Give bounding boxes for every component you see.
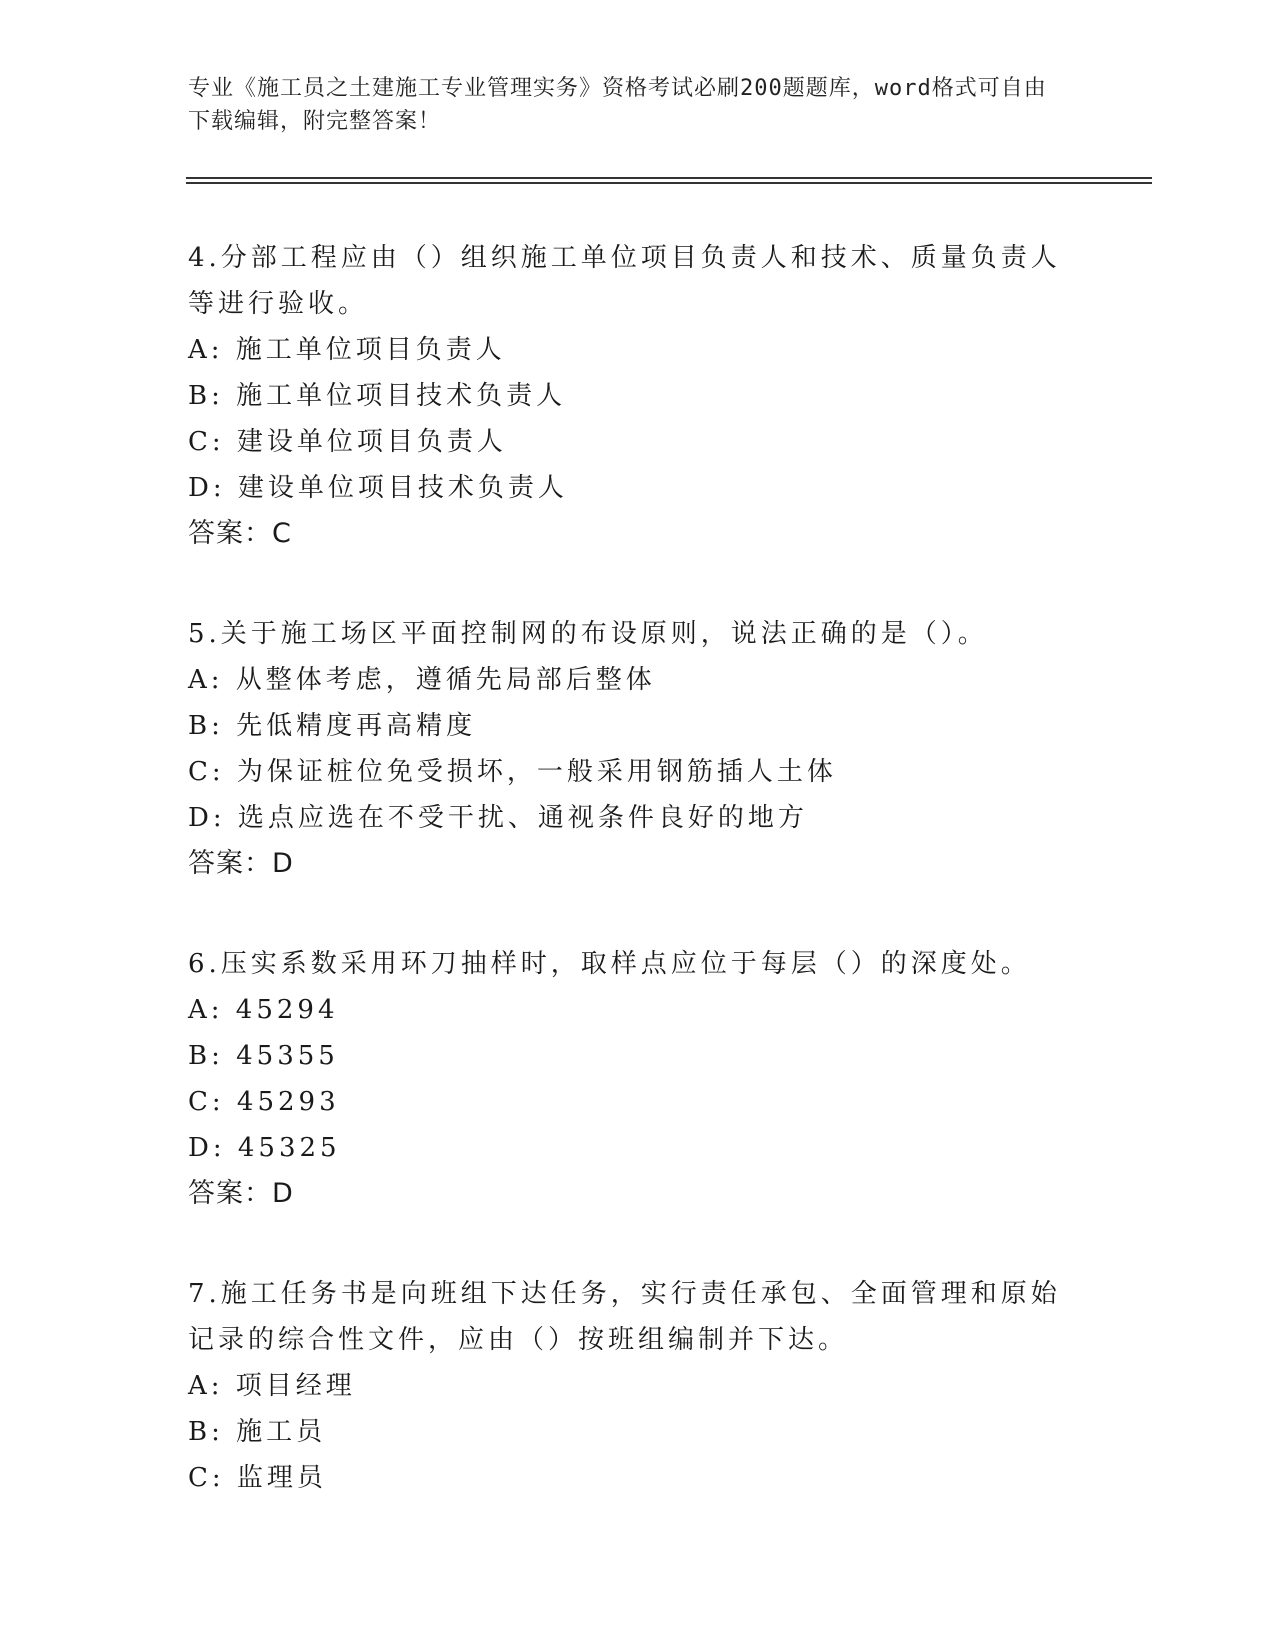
option-a: A: 施工单位项目负责人: [188, 335, 506, 365]
option-d: D: 建设单位项目技术负责人: [188, 473, 568, 503]
question-stem: 7.施工任务书是向班组下达任务，实行责任承包、全面管理和原始记录的综合性文件，应由（）按班组编制并下达。: [188, 1279, 1061, 1355]
document-header: 专业《施工员之土建施工专业管理实务》资格考试必刷200题题库，word格式可自由下载编辑，附完整答案！: [188, 76, 1047, 134]
option-d: D: 45325: [188, 1133, 341, 1163]
option-c: C: 建设单位项目负责人: [188, 427, 507, 457]
option-b: B: 45355: [188, 1041, 339, 1071]
question-5: [188, 611, 1068, 887]
question-6: [188, 941, 1068, 1217]
question-stem: 4.分部工程应由（）组织施工单位项目负责人和技术、质量负责人等进行验收。: [188, 243, 1061, 319]
header-divider-top: [186, 177, 1152, 179]
option-c: C: 监理员: [188, 1463, 327, 1493]
question-7: [188, 1271, 1068, 1501]
answer: 答案：D: [188, 848, 294, 879]
question-stem: 5.关于施工场区平面控制网的布设原则，说法正确的是（）。: [188, 619, 988, 649]
answer: 答案：C: [188, 518, 292, 549]
question-4: [188, 235, 1068, 557]
option-b: B: 施工单位项目技术负责人: [188, 381, 567, 411]
answer: 答案：D: [188, 1178, 294, 1209]
option-a: A: 从整体考虑，遵循先局部后整体: [188, 665, 656, 695]
option-b: B: 施工员: [188, 1417, 327, 1447]
question-stem: 6.压实系数采用环刀抽样时，取样点应位于每层（）的深度处。: [188, 949, 1031, 979]
option-a: A: 45294: [188, 995, 339, 1025]
option-a: A: 项目经理: [188, 1371, 356, 1401]
option-c: C: 45293: [188, 1087, 340, 1117]
option-b: B: 先低精度再高精度: [188, 711, 477, 741]
header-divider-bottom: [186, 182, 1152, 184]
option-d: D: 选点应选在不受干扰、通视条件良好的地方: [188, 803, 808, 833]
question-list: [188, 235, 1068, 1555]
option-c: C: 为保证桩位免受损坏，一般采用钢筋插人土体: [188, 757, 837, 787]
